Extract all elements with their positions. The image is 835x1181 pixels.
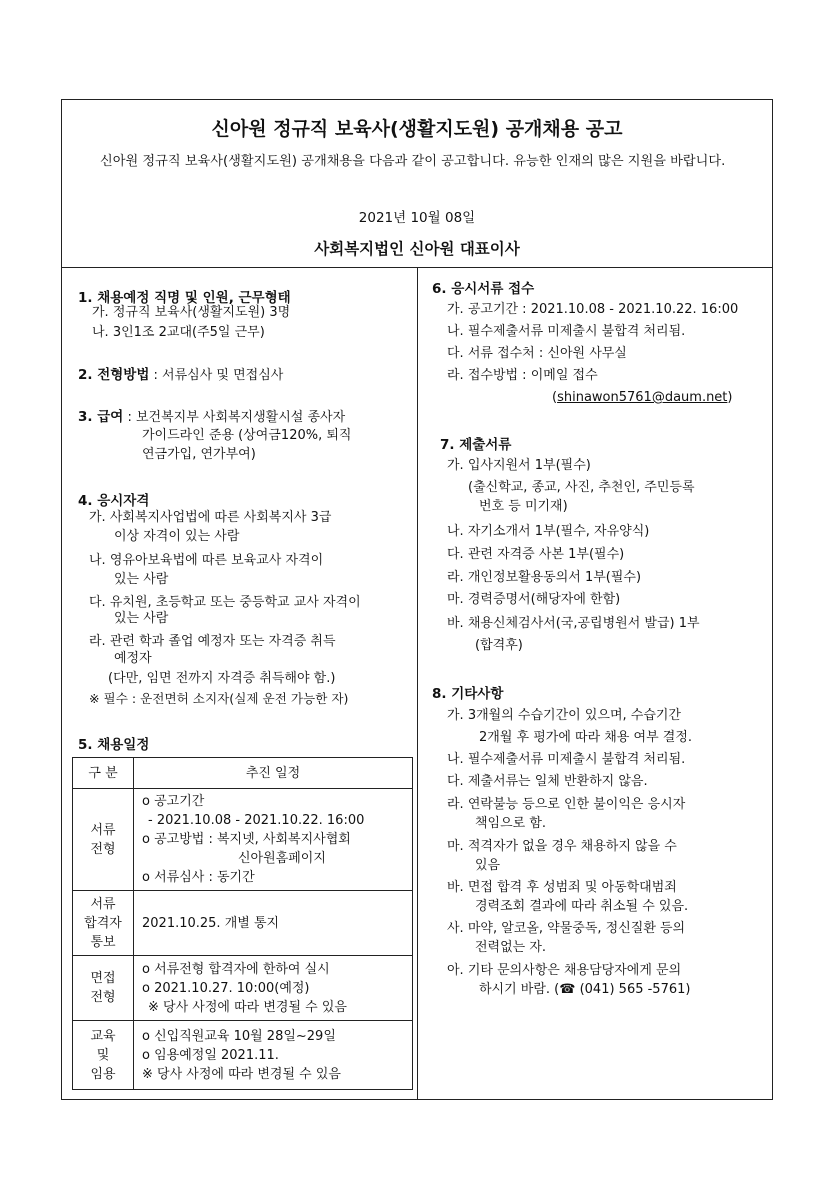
section-6-item-da: 다. 서류 접수처 : 신아원 사무실: [447, 346, 627, 361]
category-line: 전형: [90, 841, 116, 857]
section-8-ma-line1: 마. 적격자가 없을 경우 채용하지 않을 수: [447, 839, 677, 854]
detail-line: o 임용예정일 2021.11.: [142, 1047, 279, 1063]
section-2-title: 2. 전형방법: [78, 367, 150, 383]
section-4-ga-line1: 가. 사회복지사업법에 따른 사회복지사 3급: [89, 510, 332, 525]
right-column: [418, 268, 773, 1100]
category-line: 교육: [90, 1028, 116, 1044]
table-row: [73, 891, 413, 956]
section-2-text: : 서류심사 및 면접심사: [153, 368, 284, 383]
category-line: 서류: [90, 822, 116, 838]
section-3-line1: : 보건복지부 사회복지생활시설 종사자: [127, 410, 346, 425]
section-7-ba-line2: (합격후): [475, 638, 523, 653]
schedule-category: [73, 891, 134, 956]
category-line: 합격자: [84, 915, 122, 931]
section-3-line2: 가이드라인 준용 (상여금120%, 퇴직: [142, 428, 352, 443]
section-7-ga-line3: 번호 등 미기재): [479, 499, 568, 514]
schedule-detail: [134, 891, 413, 956]
table-row: [73, 789, 413, 891]
notice-date: 2021년 10월 08일: [358, 210, 476, 226]
section-8-a-line1: 아. 기타 문의사항은 채용담당자에게 문의: [447, 963, 682, 978]
section-7-item-ra: 라. 개인정보활용동의서 1부(필수): [447, 570, 642, 585]
section-8-ga-line2: 2개월 후 평가에 따라 채용 여부 결정.: [479, 730, 693, 745]
section-4-da-line1: 다. 유치원, 초등학교 또는 중등학교 교사 자격이: [89, 595, 361, 610]
notice-issuer: 사회복지법인 신아원 대표이사: [314, 240, 520, 258]
section-4-da-line2: 있는 사람: [114, 611, 169, 626]
category-line: 면접: [90, 971, 116, 986]
detail-line: o 공고방법 : 복지넷, 사회복지사협회: [142, 832, 351, 847]
section-4-ga-line2: 이상 자격이 있는 사람: [114, 529, 240, 544]
section-8-ra-line2: 책임으로 함.: [475, 816, 547, 831]
category-line: 전형: [90, 990, 116, 1005]
notice-frame: [61, 99, 773, 1100]
section-8-sa-line1: 사. 마약, 알코올, 약물중독, 정신질환 등의: [447, 921, 686, 936]
section-7-item-da: 다. 관련 자격증 사본 1부(필수): [447, 547, 625, 562]
section-3: [78, 407, 345, 428]
section-1-item-ga: 가. 정규직 보육사(생활지도원) 3명: [92, 305, 291, 320]
section-1-title: 1. 채용예정 직명 및 인원, 근무형태: [78, 290, 291, 306]
detail-line: 신아원홈페이지: [238, 851, 326, 866]
detail-line: - 2021.10.08 - 2021.10.22. 16:00: [148, 813, 365, 828]
section-4-na-line1: 나. 영유아보육법에 따른 보육교사 자격이: [89, 553, 324, 568]
detail-line: o 서류심사 : 동기간: [142, 870, 255, 885]
section-4-ra-line2: 예정자: [114, 651, 152, 666]
section-1-item-na: 나. 3인1조 2교대(주5일 근무): [92, 325, 265, 340]
category-line: 임용: [90, 1066, 116, 1082]
section-6-title: 6. 응시서류 접수: [432, 281, 535, 297]
section-4-ra-line1: 라. 관련 학과 졸업 예정자 또는 자격증 취득: [89, 634, 336, 649]
detail-line: o 서류전형 합격자에 한하여 실시: [142, 961, 330, 977]
left-column: [62, 268, 417, 1100]
schedule-col-category: 구 분: [73, 758, 134, 789]
detail-line: o 2021.10.27. 10:00(예정): [142, 980, 310, 996]
schedule-detail: [134, 956, 413, 1021]
section-6-email-wrap: (shinawon5761@daum.net): [552, 390, 733, 405]
section-8-ma-line2: 있음: [475, 858, 501, 873]
email-link[interactable]: shinawon5761@daum.net: [557, 390, 728, 405]
section-6-item-ra: 라. 접수방법 : 이메일 접수: [447, 368, 598, 383]
schedule-detail: [134, 789, 413, 891]
detail-line: o 신입직원교육 10월 28일~29일: [142, 1028, 336, 1044]
category-line: 및: [96, 1047, 110, 1063]
schedule-col-schedule: 추진 일정: [134, 758, 413, 789]
section-7-title: 7. 제출서류: [440, 437, 512, 453]
section-8-a-line2: 하시기 바람. (☎ (041) 565 -5761): [479, 982, 691, 997]
table-row: [73, 956, 413, 1021]
category-line: 서류: [90, 896, 116, 912]
detail-line: o 공고기간: [142, 794, 205, 809]
section-8-sa-line2: 전력없는 자.: [475, 940, 547, 955]
section-7-ga-line1: 가. 입사지원서 1부(필수): [447, 458, 591, 473]
section-8-ba-line1: 바. 면접 합격 후 성범죄 및 아동학대범죄: [447, 880, 677, 895]
section-5-title: 5. 채용일정: [78, 737, 150, 753]
section-7-ba-line1: 바. 채용신체검사서(국,공립병원서 발급) 1부: [447, 616, 700, 631]
section-8-title: 8. 기타사항: [432, 686, 504, 702]
section-8-item-na: 나. 필수제출서류 미제출시 불합격 처리됨.: [447, 752, 686, 767]
section-6-item-na: 나. 필수제출서류 미제출시 불합격 처리됨.: [447, 324, 686, 339]
schedule-category: [73, 789, 134, 891]
section-4-na-line2: 있는 사람: [114, 572, 169, 587]
detail-line: ※ 당사 사정에 따라 변경될 수 있음: [142, 1066, 341, 1082]
schedule-category: [73, 1021, 134, 1090]
schedule-category: [73, 956, 134, 1021]
detail-line: ※ 당사 사정에 따라 변경될 수 있음: [148, 999, 347, 1015]
notice-intro: 신아원 정규직 보육사(생활지도원) 공개채용을 다음과 같이 공고합니다. 유능한 인재의 많은 지원을 바랍니다.: [100, 154, 726, 169]
section-2: [78, 365, 283, 386]
notice-header: [62, 100, 772, 268]
section-8-item-da: 다. 제출서류는 일체 반환하지 않음.: [447, 774, 648, 789]
section-7-item-ma: 마. 경력증명서(해당자에 한함): [447, 592, 621, 607]
category-line: 통보: [90, 934, 116, 950]
section-8-ba-line2: 경력조회 결과에 따라 취소될 수 있음.: [475, 899, 689, 914]
section-7-ga-line2: (출신학교, 종교, 사진, 추천인, 주민등록: [468, 480, 695, 495]
section-3-line3: 연금가입, 연가부여): [142, 447, 256, 462]
section-6-item-ga: 가. 공고기간 : 2021.10.08 - 2021.10.22. 16:00: [447, 302, 739, 317]
schedule-header-row: [73, 758, 413, 789]
schedule-detail: [134, 1021, 413, 1090]
detail-line: 2021.10.25. 개별 통지: [142, 915, 280, 931]
section-7-item-na: 나. 자기소개서 1부(필수, 자유양식): [447, 524, 650, 539]
section-3-title: 3. 급여: [78, 409, 124, 425]
notice-title: 신아원 정규직 보육사(생활지도원) 공개채용 공고: [211, 118, 623, 140]
section-4-title: 4. 응시자격: [78, 493, 150, 509]
section-8-ga-line1: 가. 3개월의 수습기간이 있으며, 수습기간: [447, 708, 681, 723]
section-4-ra-line3: (다만, 임면 전까지 자격증 취득해야 함.): [108, 671, 336, 686]
table-row: [73, 1021, 413, 1090]
schedule-table: [72, 757, 413, 1090]
section-4-required-note: ※ 필수 : 운전면허 소지자(실제 운전 가능한 자): [89, 691, 349, 706]
section-8-ra-line1: 라. 연락불능 등으로 인한 불이익은 응시자: [447, 797, 686, 812]
